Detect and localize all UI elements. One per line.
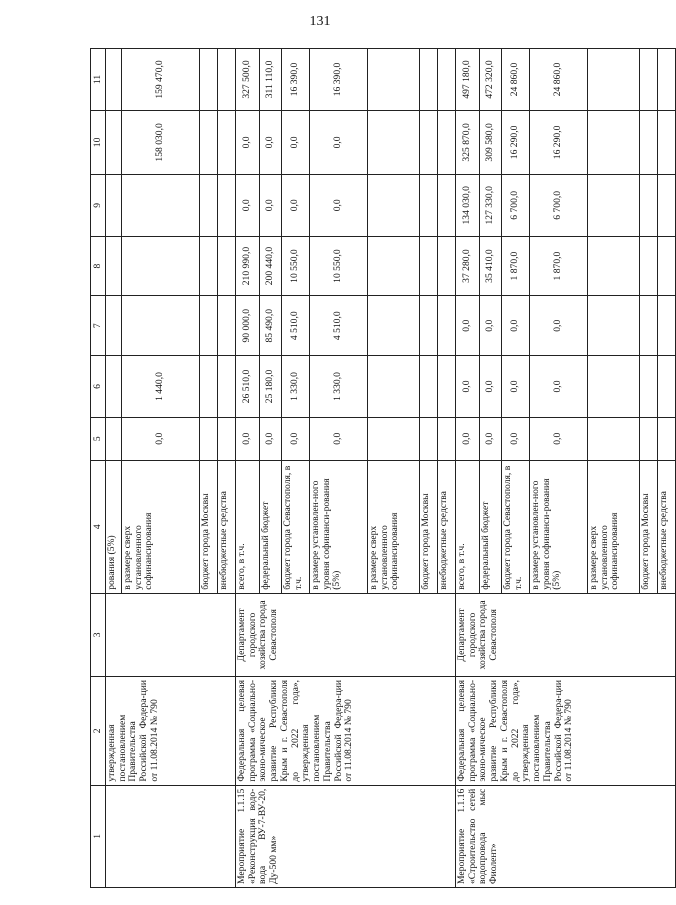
amount-cell: 0,0 bbox=[236, 417, 260, 460]
amount-cell bbox=[200, 174, 218, 236]
amount-cell bbox=[588, 110, 640, 174]
amount-cell: 0,0 bbox=[310, 174, 368, 236]
funding-source-cell: внебюджетные средства bbox=[218, 460, 236, 593]
amount-cell bbox=[640, 49, 658, 111]
funding-source-cell: в размере установлен-ного уровня софинанси-рования (5%) bbox=[310, 460, 368, 593]
amount-cell: 0,0 bbox=[236, 174, 260, 236]
program-basis-cell: Федеральная целевая программа «Социально-эконо-мическое развитие Республики Крым и г. Севастополя до 2022 года», утвержденная постановлением Правительства Российской Федера-ции от 11.08.2014 № 790 bbox=[236, 676, 456, 785]
amount-cell: 1 440,0 bbox=[122, 356, 200, 418]
funding-source-cell: бюджет города Севастополя, в т.ч. bbox=[282, 460, 310, 593]
header-cell: 1 bbox=[91, 785, 106, 887]
amount-cell: 26 510,0 bbox=[236, 356, 260, 418]
amount-cell: 0,0 bbox=[456, 417, 480, 460]
executor-cell: Департамент городского хозяйства города Севастополя bbox=[236, 593, 456, 676]
amount-cell bbox=[420, 417, 438, 460]
amount-cell: 85 490,0 bbox=[260, 296, 282, 356]
amount-cell bbox=[218, 296, 236, 356]
amount-cell bbox=[640, 174, 658, 236]
funding-source-cell: в размере сверх установленного софинансирования bbox=[122, 460, 200, 593]
header-cell: 9 bbox=[91, 174, 106, 236]
amount-cell: 0,0 bbox=[236, 110, 260, 174]
amount-cell: 325 870,0 bbox=[456, 110, 480, 174]
amount-cell: 0,0 bbox=[502, 356, 530, 418]
amount-cell bbox=[368, 110, 420, 174]
amount-cell bbox=[368, 236, 420, 296]
amount-cell bbox=[658, 417, 676, 460]
amount-cell: 0,0 bbox=[502, 296, 530, 356]
amount-cell bbox=[218, 49, 236, 111]
amount-cell: 16 290,0 bbox=[502, 110, 530, 174]
amount-cell: 1 870,0 bbox=[530, 236, 588, 296]
header-cell: 4 bbox=[91, 460, 106, 593]
amount-cell: 10 550,0 bbox=[282, 236, 310, 296]
amount-cell: 472 320,0 bbox=[480, 49, 502, 111]
amount-cell: 1 330,0 bbox=[310, 356, 368, 418]
amount-cell bbox=[368, 417, 420, 460]
amount-cell bbox=[106, 49, 122, 111]
measure-name-cell bbox=[106, 785, 236, 887]
amount-cell: 0,0 bbox=[260, 417, 282, 460]
amount-cell: 16 290,0 bbox=[530, 110, 588, 174]
funding-source-cell: бюджет города Севастополя, в т.ч. bbox=[502, 460, 530, 593]
amount-cell: 37 280,0 bbox=[456, 236, 480, 296]
funding-source-cell: бюджет города Москвы bbox=[640, 460, 658, 593]
amount-cell: 0,0 bbox=[456, 296, 480, 356]
amount-cell: 6 700,0 bbox=[502, 174, 530, 236]
amount-cell: 35 410,0 bbox=[480, 236, 502, 296]
program-basis-cell: утвержденная постановлением Правительства Российской Федера-ции от 11.08.2014 № 790 bbox=[106, 676, 236, 785]
amount-cell: 4 510,0 bbox=[282, 296, 310, 356]
amount-cell bbox=[122, 236, 200, 296]
amount-cell bbox=[438, 49, 456, 111]
amount-cell: 0,0 bbox=[122, 417, 200, 460]
amount-cell bbox=[420, 110, 438, 174]
funding-source-cell: всего, в т.ч. bbox=[456, 460, 480, 593]
amount-cell bbox=[106, 174, 122, 236]
amount-cell: 0,0 bbox=[310, 110, 368, 174]
header-cell: 2 bbox=[91, 676, 106, 785]
amount-cell bbox=[438, 356, 456, 418]
funding-source-cell: в размере сверх установленного софинансирования bbox=[368, 460, 420, 593]
amount-cell: 25 180,0 bbox=[260, 356, 282, 418]
amount-cell: 10 550,0 bbox=[310, 236, 368, 296]
amount-cell bbox=[588, 356, 640, 418]
amount-cell: 210 990,0 bbox=[236, 236, 260, 296]
amount-cell: 0,0 bbox=[456, 356, 480, 418]
page-number: 131 bbox=[309, 14, 331, 29]
amount-cell bbox=[438, 417, 456, 460]
amount-cell: 0,0 bbox=[480, 296, 502, 356]
amount-cell bbox=[658, 110, 676, 174]
amount-cell bbox=[588, 49, 640, 111]
amount-cell bbox=[640, 236, 658, 296]
amount-cell bbox=[368, 356, 420, 418]
amount-cell bbox=[420, 174, 438, 236]
amount-cell: 0,0 bbox=[480, 356, 502, 418]
amount-cell bbox=[658, 296, 676, 356]
funding-source-cell: в размере сверх установленного софинансирования bbox=[588, 460, 640, 593]
amount-cell bbox=[200, 296, 218, 356]
amount-cell: 0,0 bbox=[282, 174, 310, 236]
funding-source-cell: рования (5%) bbox=[106, 460, 122, 593]
funding-source-cell: всего, в т.ч. bbox=[236, 460, 260, 593]
header-cell: 6 bbox=[91, 356, 106, 418]
amount-cell: 4 510,0 bbox=[310, 296, 368, 356]
amount-cell bbox=[218, 417, 236, 460]
amount-cell bbox=[658, 356, 676, 418]
amount-cell: 158 030,0 bbox=[122, 110, 200, 174]
amount-cell bbox=[438, 110, 456, 174]
amount-cell: 0,0 bbox=[260, 110, 282, 174]
amount-cell bbox=[200, 356, 218, 418]
amount-cell bbox=[106, 296, 122, 356]
header-cell: 10 bbox=[91, 110, 106, 174]
amount-cell bbox=[588, 236, 640, 296]
header-cell: 11 bbox=[91, 49, 106, 111]
amount-cell: 16 390,0 bbox=[282, 49, 310, 111]
amount-cell bbox=[122, 296, 200, 356]
amount-cell: 327 500,0 bbox=[236, 49, 260, 111]
amount-cell bbox=[368, 174, 420, 236]
amount-cell: 0,0 bbox=[480, 417, 502, 460]
amount-cell: 16 390,0 bbox=[310, 49, 368, 111]
amount-cell: 0,0 bbox=[282, 110, 310, 174]
header-cell: 7 bbox=[91, 296, 106, 356]
amount-cell: 1 870,0 bbox=[502, 236, 530, 296]
executor-cell bbox=[106, 593, 236, 676]
amount-cell bbox=[658, 49, 676, 111]
funding-source-cell: в размере установлен-ного уровня софинанси-рования (5%) bbox=[530, 460, 588, 593]
table-row bbox=[106, 49, 122, 888]
amount-cell: 0,0 bbox=[530, 356, 588, 418]
amount-cell: 309 580,0 bbox=[480, 110, 502, 174]
table-row bbox=[456, 49, 480, 888]
funding-source-cell: бюджет города Москвы bbox=[200, 460, 218, 593]
amount-cell bbox=[106, 110, 122, 174]
amount-cell bbox=[368, 49, 420, 111]
header-cell: 8 bbox=[91, 236, 106, 296]
amount-cell: 24 860,0 bbox=[530, 49, 588, 111]
amount-cell bbox=[420, 296, 438, 356]
amount-cell: 1 330,0 bbox=[282, 356, 310, 418]
executor-cell: Департамент городского хозяйства города Севастополя bbox=[456, 593, 676, 676]
measure-name-cell: Мероприятие 1.1.15 «Реконструкция водо-вода ВУ-7-ВУ-20, Ду-500 мм» bbox=[236, 785, 456, 887]
amount-cell bbox=[218, 356, 236, 418]
header-cell: 5 bbox=[91, 417, 106, 460]
amount-cell: 0,0 bbox=[260, 174, 282, 236]
amount-cell: 0,0 bbox=[282, 417, 310, 460]
program-basis-cell: Федеральная целевая программа «Социально-эконо-мическое развитие Республики Крым и г. Севастополя до 2022 года», утвержденная постановлением Правительства Российской Федера-ции от 11.08.2014 № 790 bbox=[456, 676, 676, 785]
amount-cell bbox=[200, 49, 218, 111]
funding-source-cell: бюджет города Москвы bbox=[420, 460, 438, 593]
amount-cell: 0,0 bbox=[502, 417, 530, 460]
amount-cell bbox=[438, 174, 456, 236]
program-table bbox=[90, 48, 676, 888]
amount-cell bbox=[640, 110, 658, 174]
amount-cell bbox=[200, 110, 218, 174]
amount-cell bbox=[420, 236, 438, 296]
funding-source-cell: внебюджетные средства bbox=[438, 460, 456, 593]
amount-cell bbox=[218, 236, 236, 296]
rotated-table-wrapper bbox=[90, 48, 669, 888]
amount-cell bbox=[640, 356, 658, 418]
measure-name-cell: Мероприятие 1.1.16 «Строительство сетей водопровода мыс Фиолент» bbox=[456, 785, 676, 887]
amount-cell bbox=[106, 417, 122, 460]
amount-cell bbox=[588, 174, 640, 236]
funding-source-cell: федеральный бюджет bbox=[260, 460, 282, 593]
amount-cell bbox=[420, 356, 438, 418]
amount-cell bbox=[588, 417, 640, 460]
amount-cell: 24 860,0 bbox=[502, 49, 530, 111]
amount-cell: 0,0 bbox=[530, 417, 588, 460]
amount-cell bbox=[438, 236, 456, 296]
amount-cell: 134 030,0 bbox=[456, 174, 480, 236]
table-row bbox=[236, 49, 260, 888]
funding-source-cell: федеральный бюджет bbox=[480, 460, 502, 593]
header-row bbox=[91, 49, 106, 888]
amount-cell bbox=[640, 417, 658, 460]
amount-cell bbox=[658, 236, 676, 296]
amount-cell: 6 700,0 bbox=[530, 174, 588, 236]
amount-cell bbox=[200, 236, 218, 296]
amount-cell bbox=[640, 296, 658, 356]
funding-source-cell: внебюджетные средства bbox=[658, 460, 676, 593]
amount-cell bbox=[368, 296, 420, 356]
amount-cell bbox=[658, 174, 676, 236]
header-cell: 3 bbox=[91, 593, 106, 676]
amount-cell: 90 000,0 bbox=[236, 296, 260, 356]
amount-cell bbox=[420, 49, 438, 111]
amount-cell bbox=[106, 236, 122, 296]
amount-cell: 200 440,0 bbox=[260, 236, 282, 296]
amount-cell: 0,0 bbox=[530, 296, 588, 356]
amount-cell: 127 330,0 bbox=[480, 174, 502, 236]
amount-cell: 0,0 bbox=[310, 417, 368, 460]
amount-cell: 497 180,0 bbox=[456, 49, 480, 111]
amount-cell bbox=[122, 174, 200, 236]
amount-cell bbox=[106, 356, 122, 418]
amount-cell bbox=[218, 110, 236, 174]
amount-cell bbox=[438, 296, 456, 356]
amount-cell bbox=[200, 417, 218, 460]
amount-cell bbox=[588, 296, 640, 356]
amount-cell bbox=[218, 174, 236, 236]
amount-cell: 159 470,0 bbox=[122, 49, 200, 111]
amount-cell: 311 110,0 bbox=[260, 49, 282, 111]
